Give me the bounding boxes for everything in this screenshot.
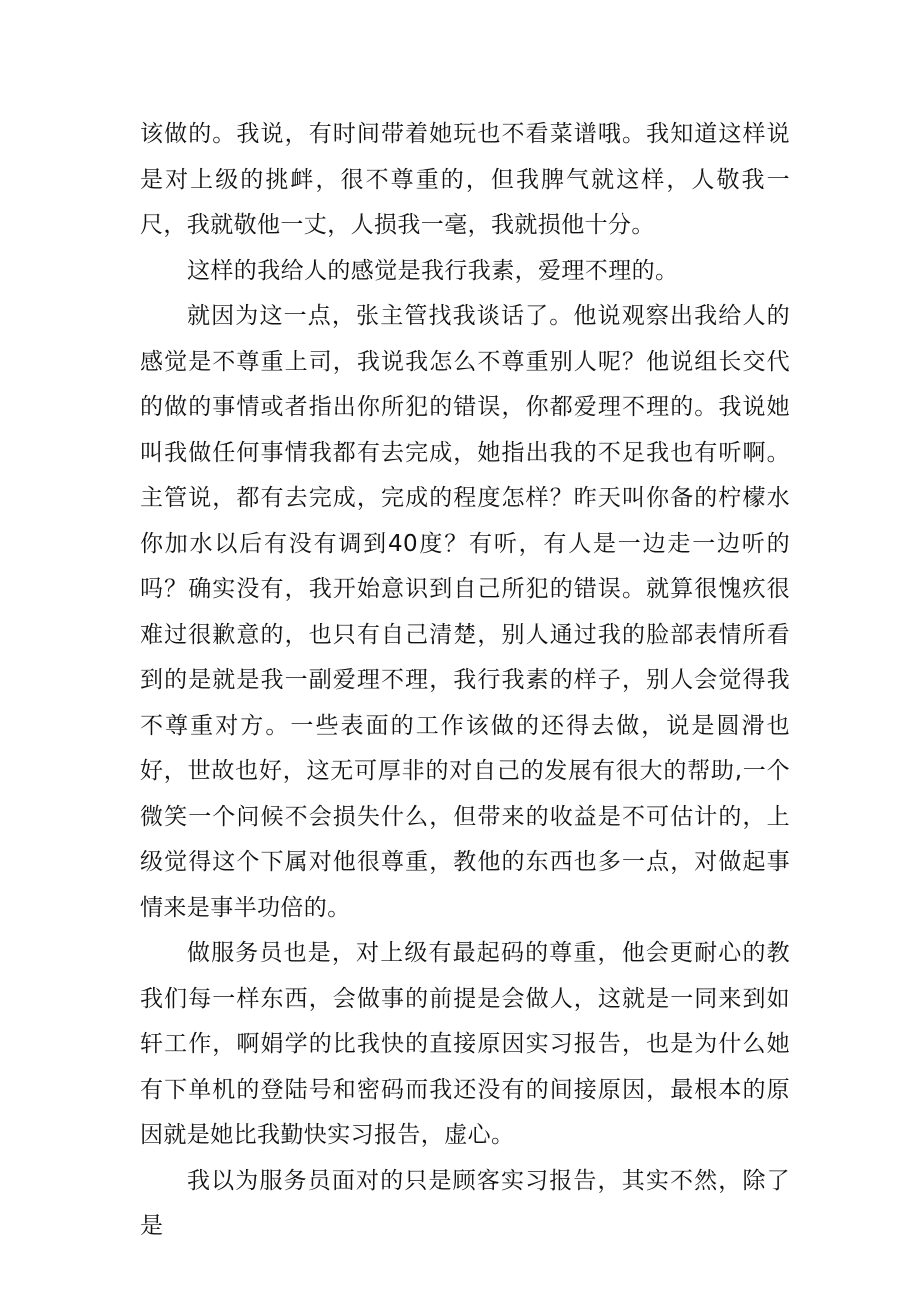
paragraph-5: 我以为服务员面对的只是顾客实习报告，其实不然，除了是 bbox=[140, 1167, 790, 1239]
paragraph-2: 这样的我给人的感觉是我行我素，爱理不理的。 bbox=[187, 257, 679, 284]
body-text bbox=[140, 112, 790, 1250]
paragraph-1: 该做的。我说，有时间带着她玩也不看菜谱哦。我知道这样说是对上级的挑衅，很不尊重的，但我脾气就这样，人敬我一尺，我就敬他一丈，人损我一毫，我就损他十分。 bbox=[140, 121, 790, 238]
paragraph-4: 做服务员也是，对上级有最起码的尊重，他会更耐心的教我们每一样东西，会做事的前提是会做人，这就是一同来到如轩工作，啊娟学的比我快的直接原因实习报告，也是为什么她有下单机的登陆号和密码而我还没有的间接原因，最根本的原因就是她比我勤快实习报告，虚心。 bbox=[140, 940, 790, 1148]
paragraph-3: 就因为这一点，张主管找我谈话了。他说观察出我给人的感觉是不尊重上司，我说我怎么不尊重别人呢？他说组长交代的做的事情或者指出你所犯的错误，你都爱理不理的。我说她叫我做任何事情我都有去完成，她指出我的不足我也有听啊。主管说，都有去完成，完成的程度怎样？昨天叫你备的柠檬水你加水以后有没有调到40度？有听，有人是一边走一边听的吗？确实没有，我开始意识到自己所犯的错误。就算很愧疚很难过很歉意的，也只有自己清楚，别人通过我的脸部表情所看到的是就是我一副爱理不理，我行我素的样子，别人会觉得我不尊重对方。一些表面的工作该做的还得去做，说是圆滑也好，世故也好，这无可厚非的对自己的发展有很大的帮助,一个微笑一个问候不会损失什么，但带来的收益是不可估计的，上级觉得这个下属对他很尊重，教他的东西也多一点，对做起事情来是事半功倍的。 bbox=[140, 303, 790, 921]
